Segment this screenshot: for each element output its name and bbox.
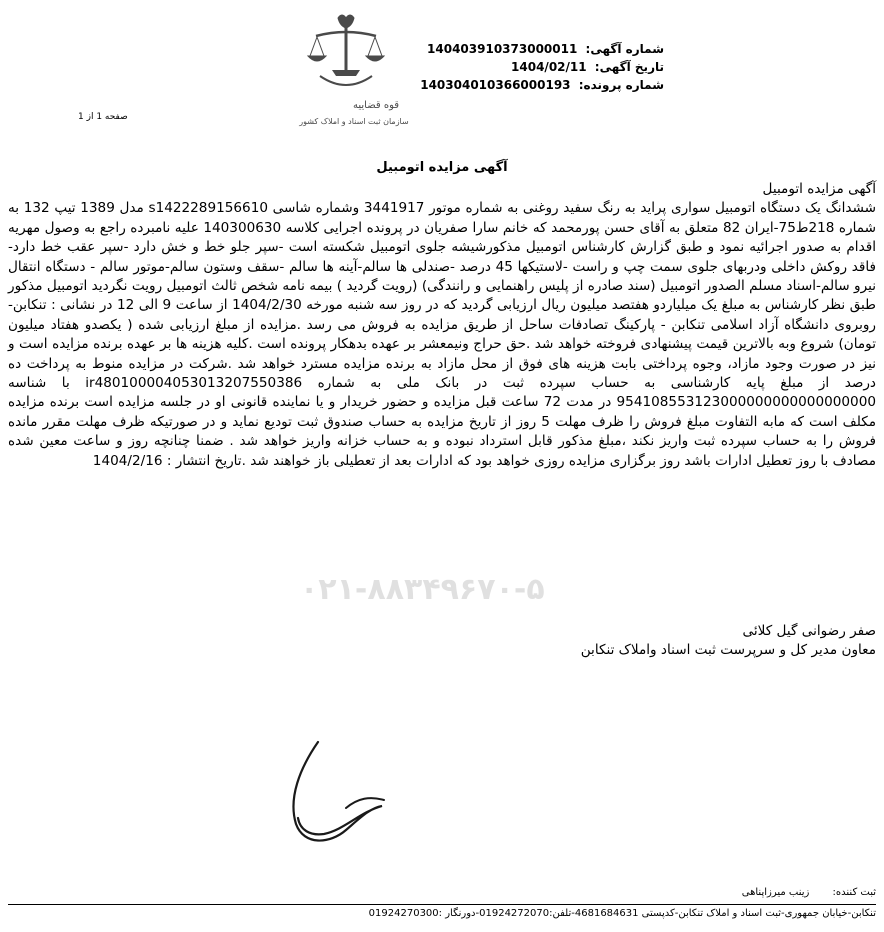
scales-icon (290, 10, 430, 130)
document-title: آگهی مزایده اتومبیل (376, 160, 508, 175)
signature-icon (260, 738, 390, 868)
judiciary-emblem (290, 10, 430, 130)
registrar-line (742, 887, 876, 898)
ad-date-label: تاریخ آگهی: (594, 60, 664, 74)
ad-number-label: شماره آگهی: (585, 42, 664, 56)
notice-body (8, 180, 876, 471)
signer-position: معاون مدیر کل و سرپرست ثبت اسناد واملاک تنکابن (580, 642, 876, 658)
handwritten-signature (260, 738, 390, 868)
ad-number-value: 140403910373000011 (427, 42, 578, 56)
body-paragraph: ششدانگ یک دستگاه اتومبیل سواری پراید به رنگ سفید روغنی به شماره موتور 3441917 وشماره شاسی s1422289156610 مدل 1389 تیپ 132 به شماره 218ط75-ایران 82 متعلق به آقای حسن پورمحمد که خانم سارا صفریان در پرونده اجرایی کلاسه 140300630 علیه نامبرده راجع به وصول مهریه اقدام به صدور اجرائیه نمود و طبق گزارش کارشناس اتومبیل مذکورشیشه جلوی اتومبیل شکسته است -سپر جلو خط و خش دارد -سپر عقب خط دارد- فاقد روکش داخلی ودربهای جلوی سمت چپ و راست -لاستیکها 45 درصد -صندلی ها سالم-آینه ها سالم -سقف وستون سالم-موتور سالم - دستگاه انتقال نیرو سالم-اسناد مسلم الصدور اتومبیل (سند صادره از پلیس راهنمایی و رانندگی) (رویت گردید ) بیمه نامه شخص ثالث اتومبیل رویت نگردید اتومبیل مذکور طبق نظر کارشناس به مبلغ یک میلیاردو هفتصد میلیون ریال ارزیابی گردید که در روز سه شنبه مورخه 1404/2/30 از ساعت 9 الی 12 در نشانی : تنکابن-روبروی دانشگاه آزاد اسلامی تنکابن - پارکینگ تصادفات ساحل از طریق مزایده به فروش می رسد .مزایده از مبلغ ارزیابی شده ( یکصدو هفتاد میلیون تومان) شروع وبه بالاترین قیمت پیشنهادی فروخته خواهد شد .حق حراج ونیمعشر بر عهده بدهکار پرونده است .کلیه هزینه ها بر عهده برنده مزایده است و نیز در صورت وجود مازاد، وجوه پرداختی بابت هزینه های فوق از محل مازاد به برنده مزایده مسترد خواهد شد .شرکت در مزایده منوط به پرداخت ده درصد از مبلغ پایه کارشناسی به حساب سپرده ثبت در بانک ملی به شماره ir480100004053013207550386 با شناسه 954108553123000000000000000000 در مدت 72 ساعت قبل مزایده و حضور خریدار و یا نماینده قانونی او در جلسه مزایده است برنده مزایده مکلف است که مابه التفاوت مبلغ فروش را ظرف مهلت 5 روز از تاریخ مزایده به حساب صندوق ثبت تودیع نماید و در صورتیکه ظرف مهلت مقرر مانده فروش را به حساب سپرده ثبت واریز نکند ،مبلغ مذکور قابل استرداد نبوده و به حساب خزانه واریز خواهد شد . ضمنا چنانچه روز و ساعت معین شده مصادف با روز تعطیل ادارات باشد روز برگزاری مزایده روزی خواهد بود که ادارات بعد از تعطیلی باز خواهند شد .تاریخ انتشار : 1404/2/16 (8, 200, 877, 469)
ad-number-row (420, 40, 664, 58)
case-number-row (420, 76, 664, 94)
ad-date-value: 1404/02/11 (511, 60, 587, 74)
header-meta (420, 40, 664, 94)
emblem-org: سازمان ثبت اسناد و املاک کشور (299, 117, 409, 126)
page-number: صفحه 1 از 1 (78, 112, 128, 122)
signer-name: صفر رضوانی گیل کلائی (742, 623, 876, 639)
case-number-label: شماره پرونده: (578, 78, 664, 92)
registrar-name: زینب میرزاپناهی (741, 887, 810, 898)
phone-watermark: ۰۲۱-۸۸۳۴۹۶۷۰-۵ (300, 572, 545, 607)
registrar-label: ثبت کننده: (832, 887, 876, 898)
body-heading: آگهی مزایده اتومبیل (762, 181, 876, 197)
ad-date-row (420, 58, 664, 76)
case-number-value: 140304010366000193 (420, 78, 571, 92)
footer-address: تنکابن-خیابان جمهوری-ثبت اسناد و املاک تنکابن-کدپستی 4681684631-تلفن:01924272070-دورنگار :01924270300 (368, 908, 876, 919)
signer-block (581, 622, 876, 660)
emblem-caption: قوه قضاییه (352, 100, 400, 111)
footer-divider (8, 904, 876, 905)
